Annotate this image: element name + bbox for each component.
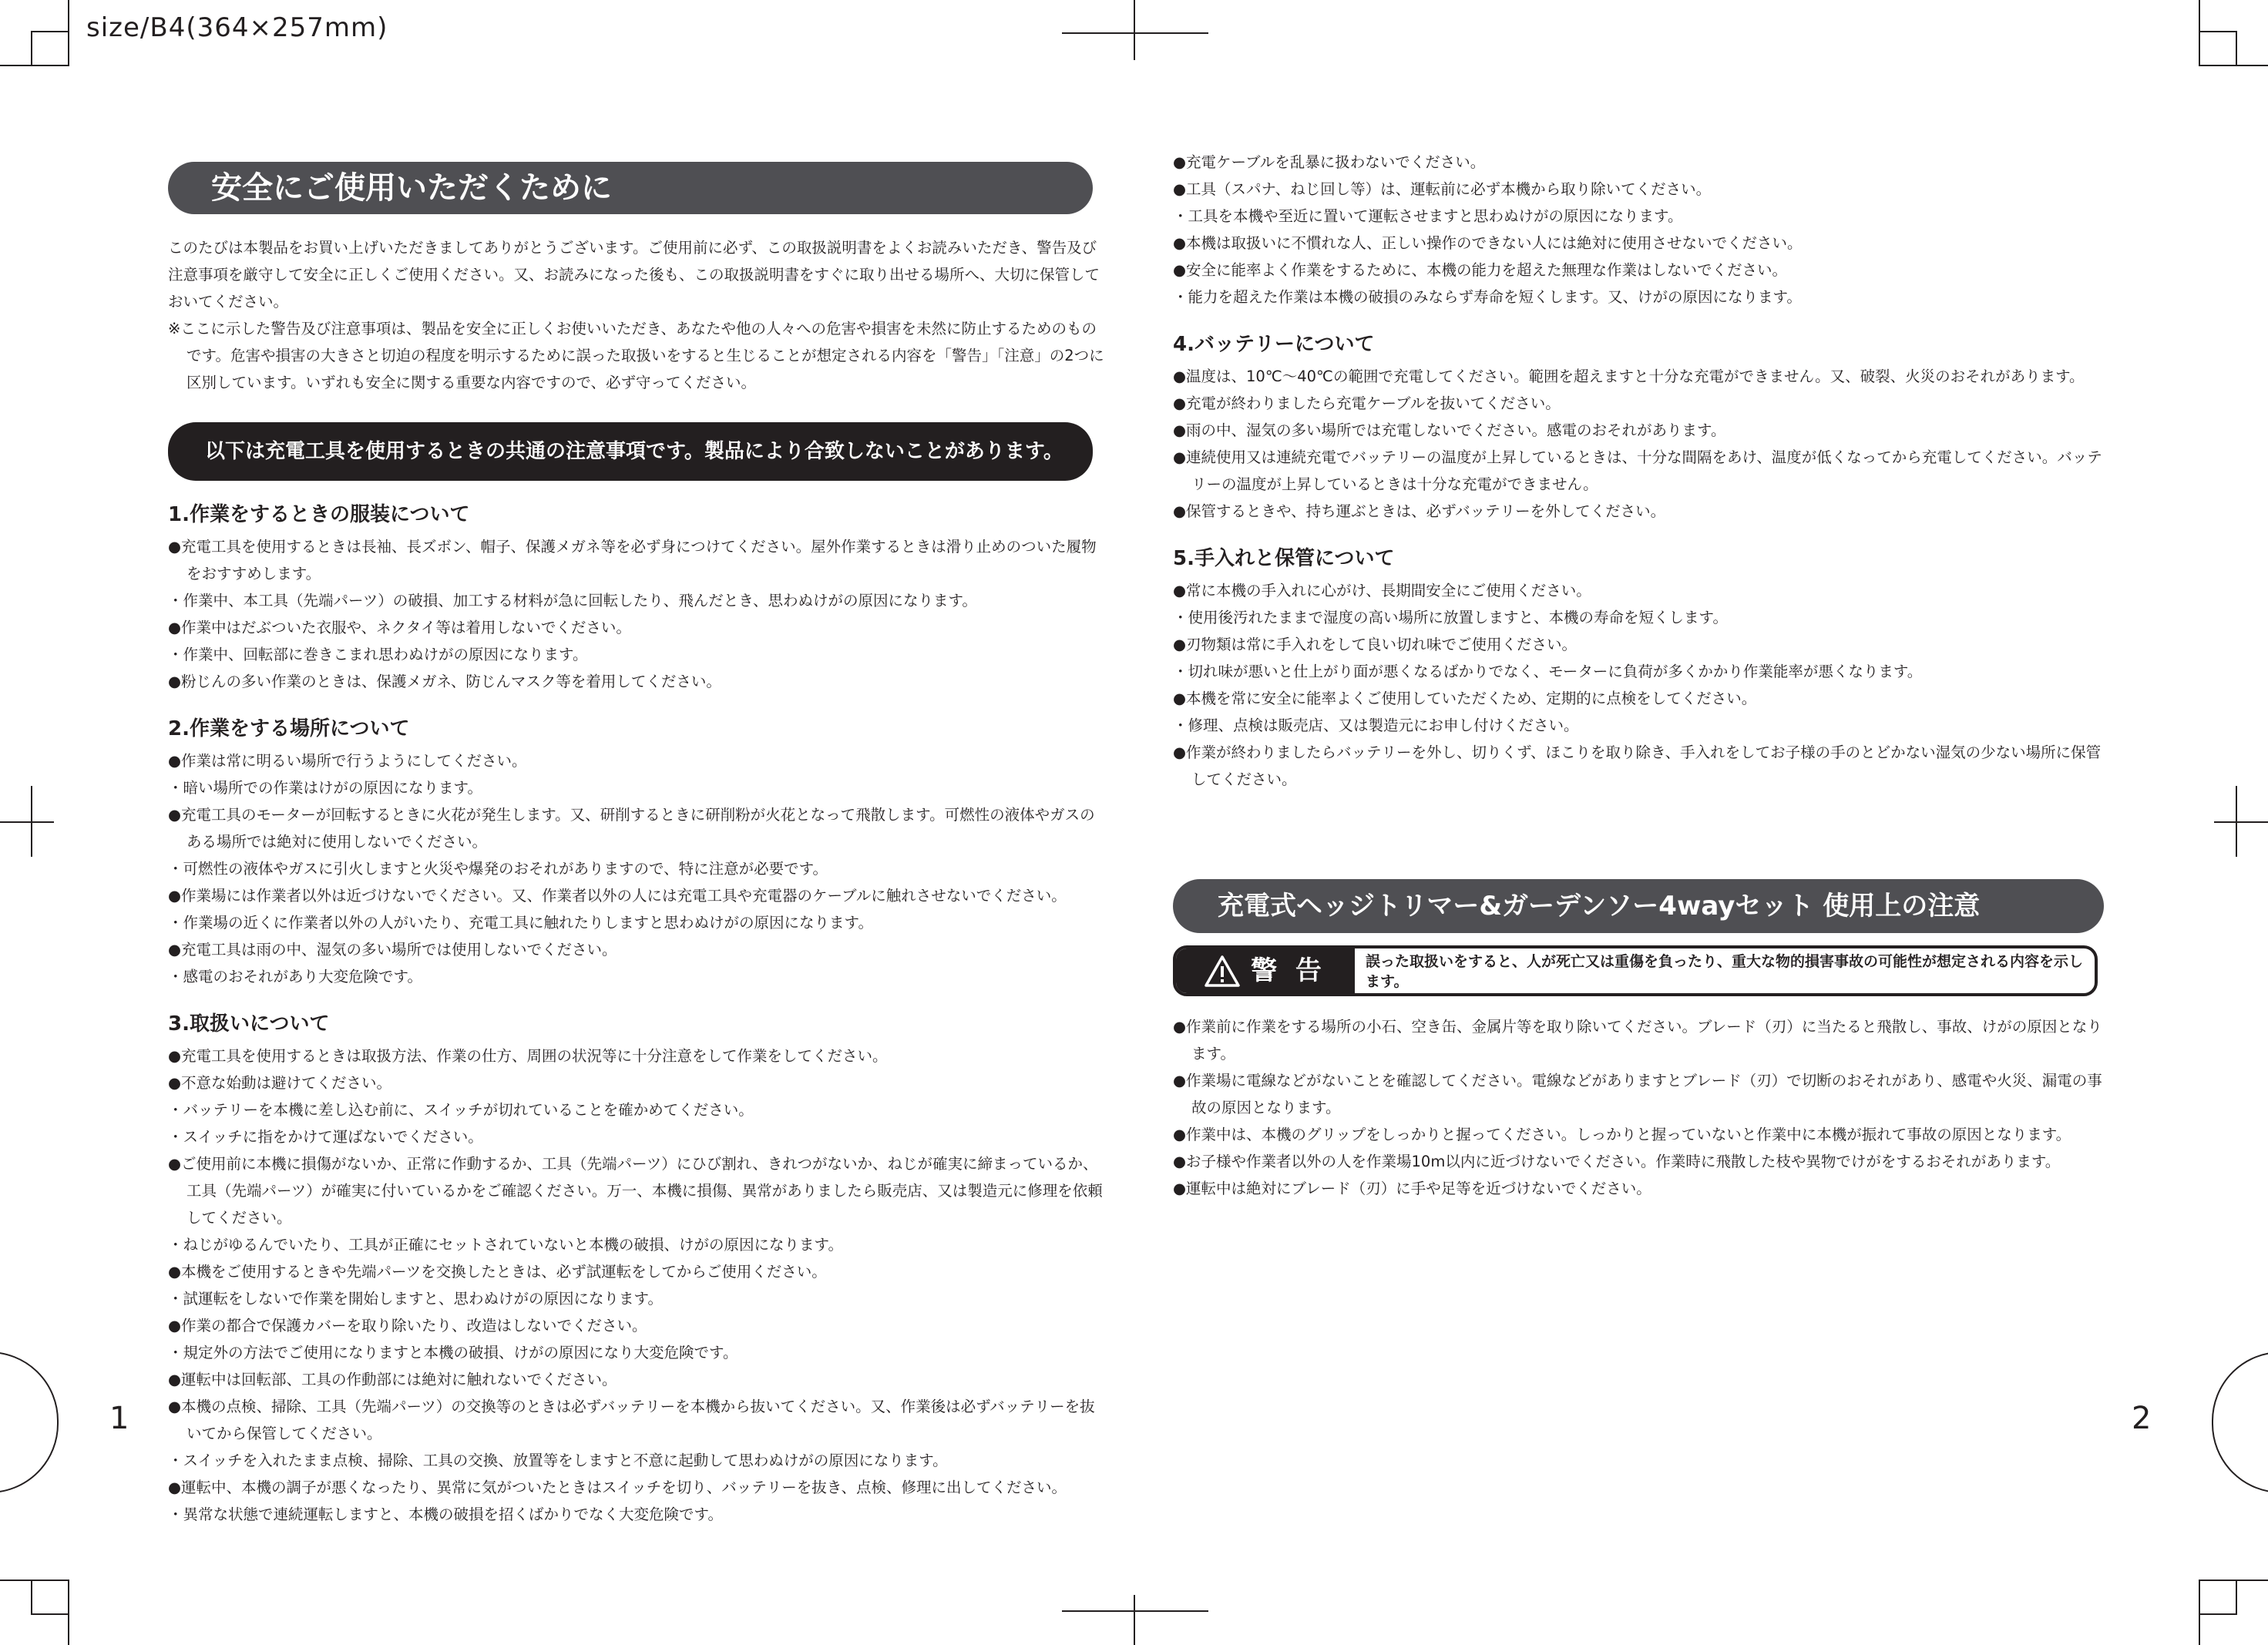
list-item: ・暗い場所での作業はけがの原因になります。: [168, 779, 482, 797]
size-label: size/B4(364×257mm): [86, 12, 388, 43]
list-item: ・ねじがゆるんでいたり、工具が正確にセットされていないと本機の破損、けがの原因になります。: [168, 1236, 843, 1254]
list-item: ●保管するときや、持ち運ぶときは、必ずバッテリーを外してください。: [1173, 502, 1666, 520]
list-item: ●運転中は絶対にブレード（刃）に手や足等を近づけないでください。: [1173, 1180, 1651, 1197]
left-sections: [168, 498, 1104, 1528]
warning-items: [1173, 1013, 2109, 1202]
page-title: 安全にご使用いただくために: [168, 162, 1093, 214]
list-item: ●常に本機の手入れに心がけ、長期間安全にご使用ください。: [1173, 582, 1591, 599]
list-item: ●充電工具を使用するときは長袖、長ズボン、帽子、保護メガネ等を必ず身につけてください。屋外作業するときは滑り止めのついた履物をおすすめします。: [168, 538, 1097, 582]
page-number-left: 1: [109, 1401, 129, 1436]
list-item: ●安全に能率よく作業をするために、本機の能力を超えた無理な作業はしないでください。: [1173, 261, 1788, 279]
list-item: ●工具（スパナ、ねじ回し等）は、運転前に必ず本機から取り除いてください。: [1173, 180, 1712, 198]
list-item: ●作業が終わりましたらバッテリーを外し、切りくず、ほこりを取り除き、手入れをしてお子様の手のとどかない湿気の少ない場所に保管してください。: [1173, 744, 2102, 788]
intro-text: [168, 234, 1104, 396]
page-number-right: 2: [2132, 1401, 2152, 1436]
section-heading: 3.取扱いについて: [168, 1012, 330, 1036]
list-item: ●作業場には作業者以外は近づけないでください。又、作業者以外の人には充電工具や充電器のケーブルに触れさせないでください。: [168, 887, 1067, 905]
section-heading: 4.バッテリーについて: [1173, 333, 1375, 356]
list-item: ●雨の中、湿気の多い場所では充電しないでください。感電のおそれがあります。: [1173, 421, 1726, 439]
section-heading: 5.手入れと保管について: [1173, 547, 1395, 570]
list-item: ・スイッチを入れたまま点検、掃除、工具の交換、放置等をしますと不意に起動して思わぬけがの原因になります。: [168, 1452, 948, 1469]
list-item: ●作業の都合で保護カバーを取り除いたり、改造はしないでください。: [168, 1317, 647, 1334]
warning-box: [1173, 945, 2098, 996]
common-notice-banner: 以下は充電工具を使用するときの共通の注意事項です。製品により合致しないことがあります。: [168, 422, 1093, 481]
list-item: ・バッテリーを本機に差し込む前に、スイッチが切れていることを確かめてください。: [168, 1101, 754, 1119]
warning-text: 誤った取扱いをすると、人が死亡又は重傷を負ったり、重大な物的損害事故の可能性が想定される内容を示します。: [1366, 953, 2084, 990]
intro-paragraph: このたびは本製品をお買い上げいただきましてありがとうございます。ご使用前に必ず、この取扱説明書をよくお読みいただき、警告及び注意事項を厳守して安全に正しくご使用ください。又、お読みになった後も、この取扱説明書をすぐに取り出せる場所へ、大切に保管しておいてください。: [168, 239, 1100, 311]
list-item: ●運転中、本機の調子が悪くなったり、異常に気がついたときはスイッチを切り、バッテリーを抜き、点検、修理に出してください。: [168, 1479, 1067, 1496]
list-item: ●充電ケーブルを乱暴に扱わないでください。: [1173, 153, 1486, 171]
warning-label-block: [1176, 948, 1355, 993]
list-item: ●粉じんの多い作業のときは、保護メガネ、防じんマスク等を着用してください。: [168, 673, 721, 690]
page-arc-left: [0, 1351, 59, 1493]
section-heading: 2.作業をする場所について: [168, 717, 410, 740]
list-item: ●作業前に作業をする場所の小石、空き缶、金属片等を取り除いてください。ブレード（刃）に当たると飛散し、事故、けがの原因となります。: [1173, 1018, 2102, 1063]
list-item: ●作業中は、本機のグリップをしっかりと握ってください。しっかりと握っていないと作業中に本機が振れて事故の原因となります。: [1173, 1126, 2071, 1143]
section-heading: 1.作業をするときの服装について: [168, 503, 470, 526]
warning-label: 警 告: [1251, 955, 1326, 986]
list-item: ●お子様や作業者以外の人を作業場10m以内に近づけないでください。作業時に飛散した枝や異物でけがをするおそれがあります。: [1173, 1153, 2061, 1170]
list-item: ●作業は常に明るい場所で行うようにしてください。: [168, 752, 527, 770]
list-item: ・能力を超えた作業は本機の破損のみならず寿命を短くします。又、けがの原因になります。: [1173, 288, 1802, 306]
list-item: ・工具を本機や至近に置いて運転させますと思わぬけがの原因になります。: [1173, 207, 1683, 225]
list-item: ●運転中は回転部、工具の作動部には絶対に触れないでください。: [168, 1371, 617, 1388]
intro-note: ※ここに示した警告及び注意事項は、製品を安全に正しくお使いいただき、あなたや他の人々への危害や損害を未然に防止するためのものです。危害や損害の大きさと切迫の程度を明示するために誤った取扱いをすると生じることが想定される内容を「警告」「注意」の2つに区別しています。いずれも安全に関する重要な内容ですので、必ず守ってください。: [168, 320, 1104, 391]
list-item: ・作業中、本工具（先端パーツ）の破損、加工する材料が急に回転したり、飛んだとき、思わぬけがの原因になります。: [168, 592, 977, 609]
right-top-items: [1173, 149, 2109, 311]
list-item: ・作業場の近くに作業者以外の人がいたり、充電工具に触れたりしますと思わぬけがの原因になります。: [168, 914, 873, 932]
list-item: ●充電工具を使用するときは取扱方法、作業の仕方、周囲の状況等に十分注意をして作業をしてください。: [168, 1047, 888, 1065]
list-item: ●ご使用前に本機に損傷がないか、正常に作動するか、工具（先端パーツ）にひび割れ、きれつがないか、ねじが確実に締まっているか、工具（先端パーツ）が確実に付いているかをご確認ください。万一、本機に損傷、異常がありましたら販売店、又は製造元に修理を依頼してください。: [168, 1155, 1103, 1227]
list-item: ・スイッチに指をかけて運ばないでください。: [168, 1128, 483, 1146]
right-page: [1173, 149, 2109, 1202]
list-item: ・感電のおそれがあり大変危険です。: [168, 968, 422, 985]
warning-triangle-icon: [1205, 955, 1240, 987]
list-item: ・作業中、回転部に巻きこまれ思わぬけがの原因になります。: [168, 646, 588, 663]
list-item: ・切れ味が悪いと仕上がり面が悪くなるばかりでなく、モーターに負荷が多くかかり作業能率が悪くなります。: [1173, 663, 1923, 680]
product-title: 充電式ヘッジトリマー&ガーデンソー4wayセット 使用上の注意: [1173, 879, 2104, 933]
list-item: ●本機をご使用するときや先端パーツを交換したときは、必ず試運転をしてからご使用ください。: [168, 1263, 827, 1281]
list-item: ・使用後汚れたままで湿度の高い場所に放置しますと、本機の寿命を短くします。: [1173, 609, 1728, 626]
list-item: ●作業場に電線などがないことを確認してください。電線などがありますとブレード（刃）で切断のおそれがあり、感電や火災、漏電の事故の原因となります。: [1173, 1072, 2102, 1116]
page-arc-right: [2212, 1351, 2268, 1493]
right-sections: [1173, 327, 2109, 793]
list-item: ●充電工具は雨の中、湿気の多い場所では使用しないでください。: [168, 941, 617, 958]
list-item: ・修理、点検は販売店、又は製造元にお申し付けください。: [1173, 717, 1579, 734]
list-item: ●不意な始動は避けてください。: [168, 1074, 392, 1092]
list-item: ●本機を常に安全に能率よくご使用していただくため、定期的に点検をしてください。: [1173, 690, 1757, 707]
list-item: ・可燃性の液体やガスに引火しますと火災や爆発のおそれがありますので、特に注意が必要です。: [168, 860, 828, 878]
list-item: ●刃物類は常に手入れをして良い切れ味でご使用ください。: [1173, 636, 1578, 653]
list-item: ●本機は取扱いに不慣れな人、正しい操作のできない人には絶対に使用させないでください。: [1173, 234, 1803, 252]
list-item: ●充電工具のモーターが回転するときに火花が発生します。又、研削するときに研削粉が火花となって飛散します。可燃性の液体やガスのある場所では絶対に使用しないでください。: [168, 806, 1095, 851]
list-item: ・試運転をしないで作業を開始しますと、思わぬけがの原因になります。: [168, 1290, 663, 1308]
list-item: ・規定外の方法でご使用になりますと本機の破損、けがの原因になり大変危険です。: [168, 1344, 738, 1361]
list-item: ●連続使用又は連続充電でバッテリーの温度が上昇しているときは、十分な間隔をあけ、温度が低くなってから充電してください。バッテリーの温度が上昇しているときは十分な充電ができません。: [1173, 448, 2102, 493]
list-item: ●温度は、10℃～40℃の範囲で充電してください。範囲を超えますと十分な充電ができません。又、破裂、火災のおそれがあります。: [1173, 368, 2085, 385]
list-item: ・異常な状態で連続運転しますと、本機の破損を招くばかりでなく大変危険です。: [168, 1506, 723, 1523]
list-item: ●本機の点検、掃除、工具（先端パーツ）の交換等のときは必ずバッテリーを本機から抜いてください。又、作業後は必ずバッテリーを抜いてから保管してください。: [168, 1398, 1095, 1442]
list-item: ●充電が終わりましたら充電ケーブルを抜いてください。: [1173, 394, 1561, 412]
list-item: ●作業中はだぶついた衣服や、ネクタイ等は着用しないでください。: [168, 619, 631, 636]
left-page: [168, 162, 1104, 1528]
